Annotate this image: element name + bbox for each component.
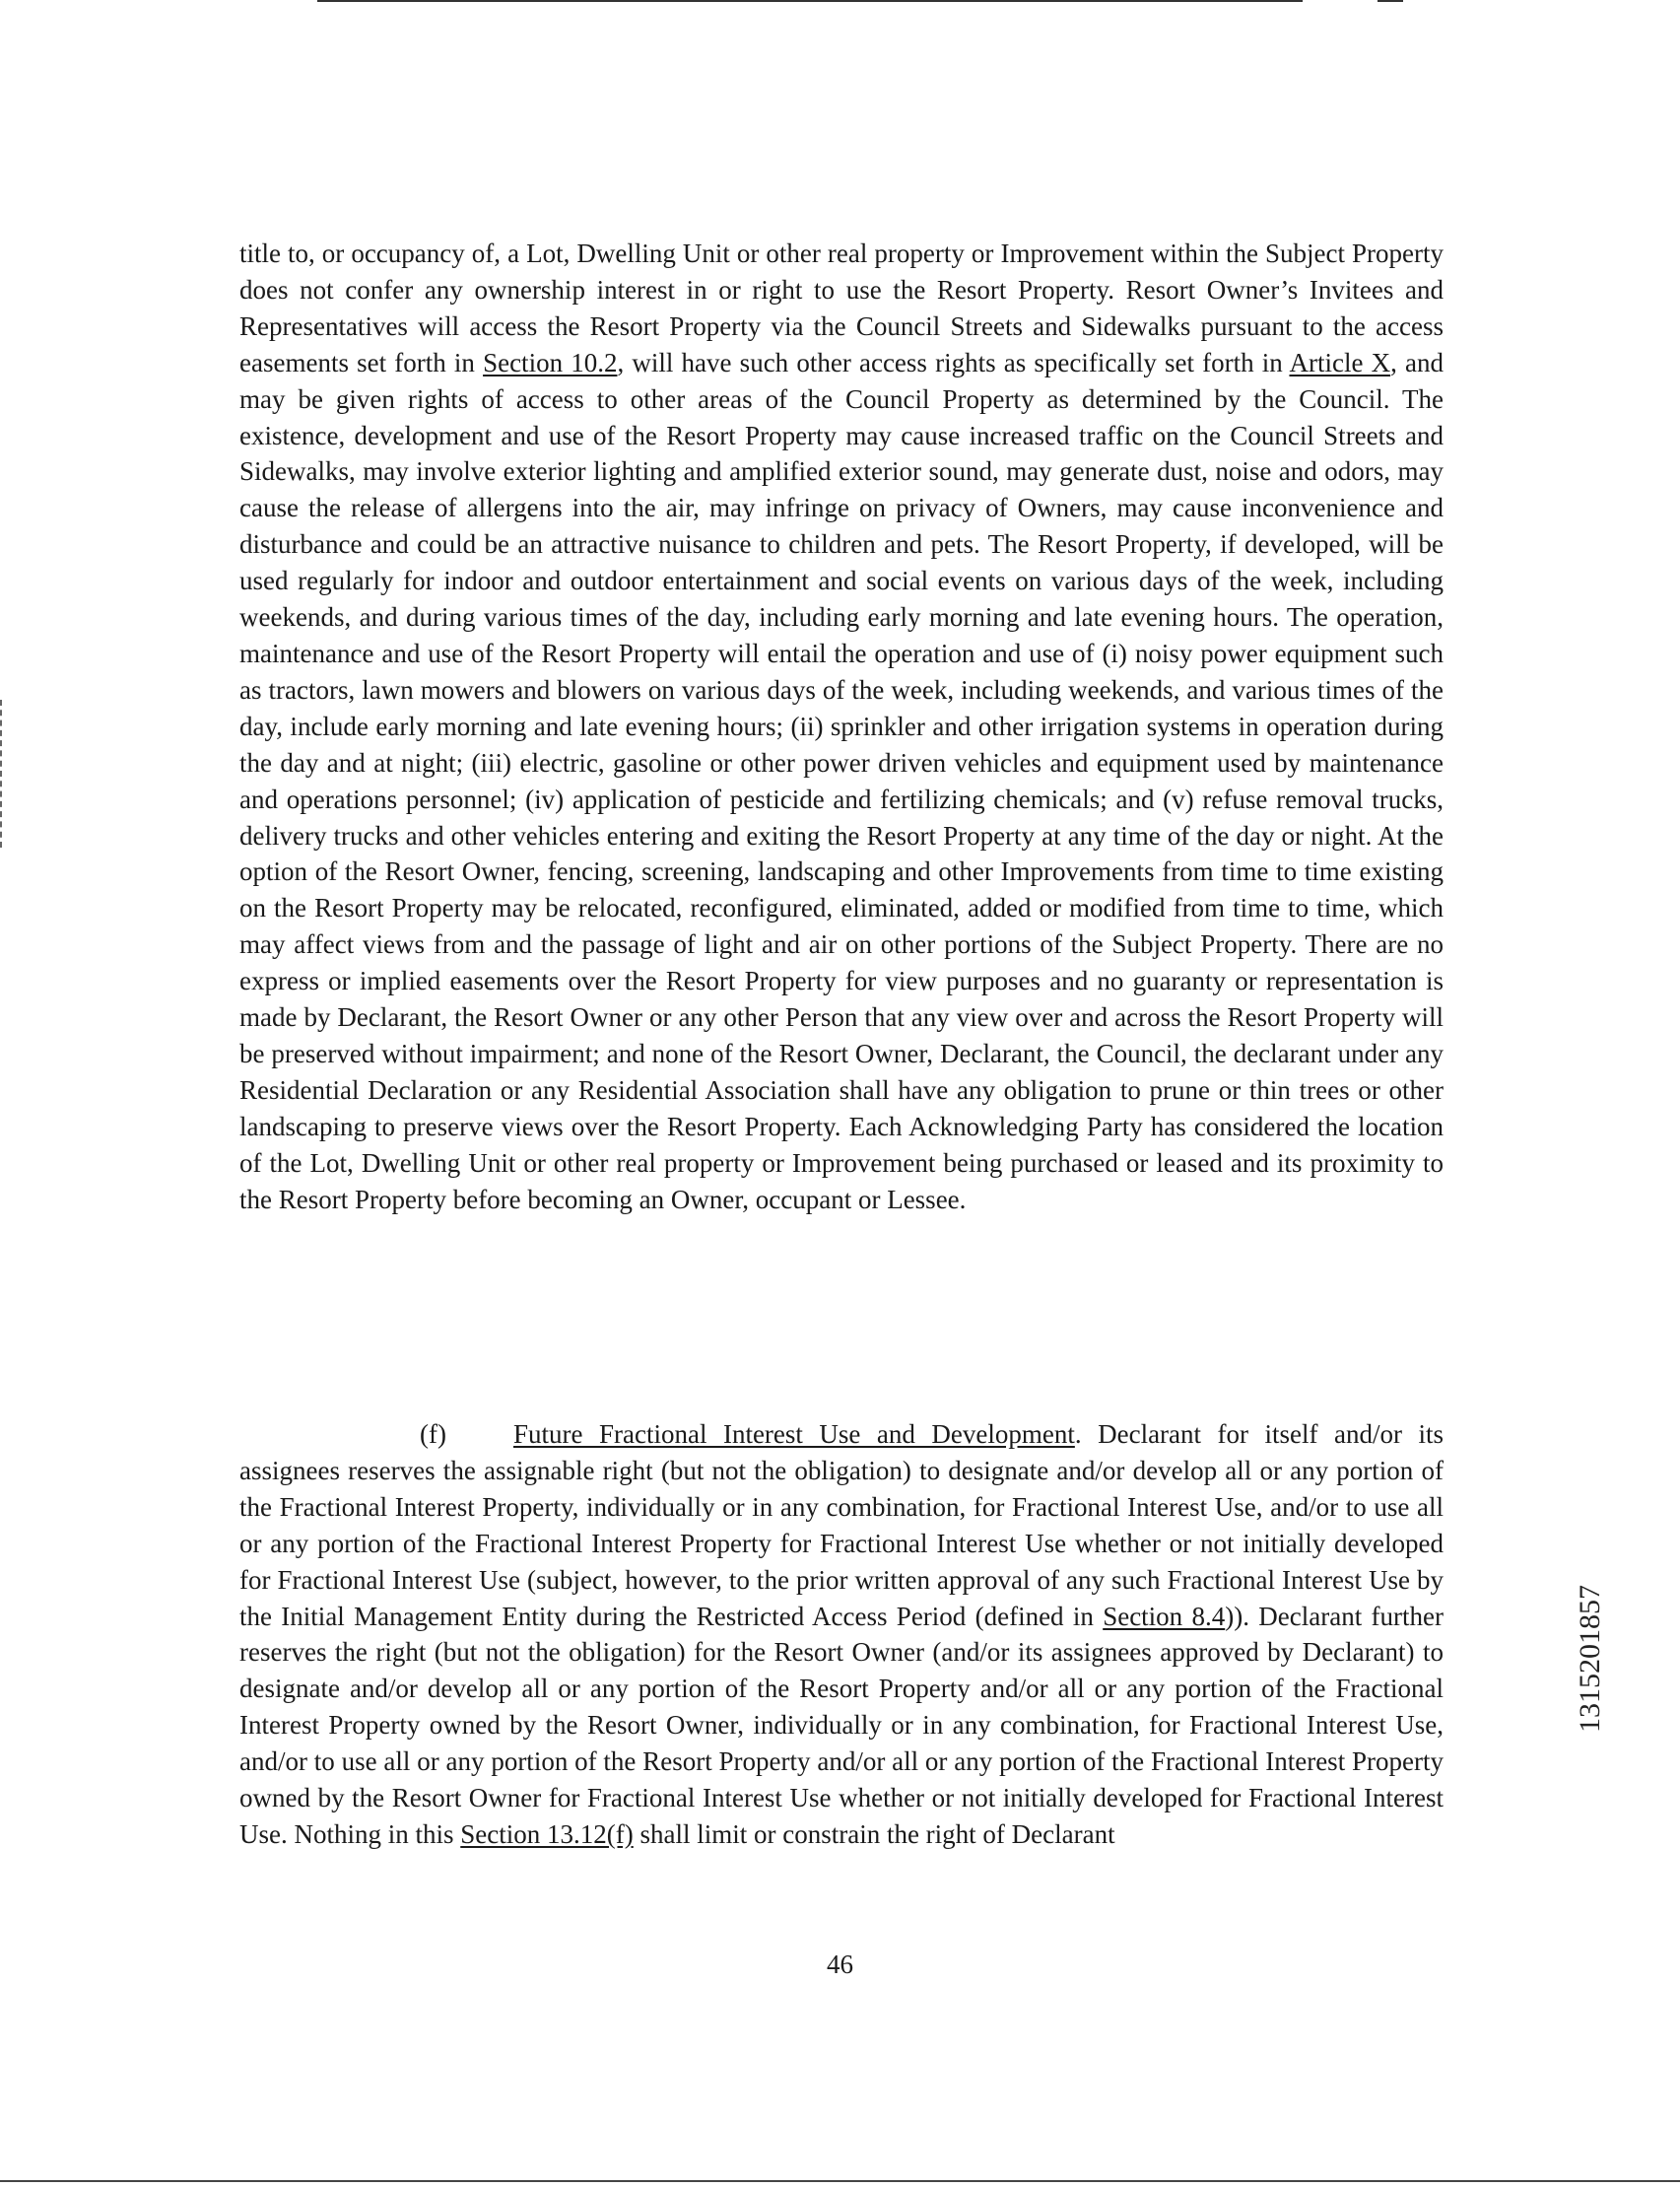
top-scan-mark	[1378, 0, 1403, 2]
section-reference: Section 8.4	[1103, 1601, 1226, 1631]
bottom-scan-rule	[0, 2180, 1680, 2182]
paragraph-text: shall limit or constrain the right of Declarant	[633, 1818, 1115, 1849]
section-reference: Section 10.2	[483, 347, 618, 377]
left-scan-edge	[0, 700, 5, 848]
subsection-heading: Future Fractional Interest Use and Development	[513, 1419, 1075, 1449]
section-reference: Section 13.12(f)	[460, 1818, 634, 1849]
paragraph-text: )). Declarant further reserves the right (but not the obligation) for the Resort Owner (and/or its assignees approved by Declarant) to designate and/or develop all or any portion of the Resort Property and/or all or any portion of the Fractional Interest Property owned by the Resort Owner, individually or in any combination, for Fractional Interest Use, and/or to use all or any portion of the Resort Property and/or all or any portion of the Fractional Interest Property owned by the Resort Owner for Fractional Interest Use whether or not initially developed for Fractional Interest Use. Nothing in this	[239, 1601, 1444, 1849]
recording-number: 1315201857	[1574, 1585, 1606, 1733]
paragraph-text: title to, or occupancy of, a Lot, Dwelling Unit or other real property or Improvement within the Subject Property does not confer any ownership interest in or right to use the Resort Property. Resort Owner’s Invitees and Representatives will access the Resort Property via the Council Streets and Sidewalks pursuant to the access easements set forth in	[239, 239, 1444, 377]
paragraph-text: , will have such other access rights as specifically set forth in	[617, 347, 1290, 377]
article-reference: Article X	[1289, 347, 1391, 377]
paragraph-continued	[239, 236, 1444, 1217]
page-number: 46	[827, 1949, 853, 1979]
paragraph-text: , and may be given rights of access to other areas of the Council Property as determined by the Council. The existence, development and use of the Resort Property may cause increased traffic on the Council Streets and Sidewalks, may involve exterior lighting and amplified exterior sound, may generate dust, noise and odors, may cause the release of allergens into the air, may infringe on privacy of Owners, may cause inconvenience and disturbance and could be an attractive nuisance to children and pets. The Resort Property, if developed, will be used regularly for indoor and outdoor entertainment and social events on various days of the week, including weekends, and during various times of the day, including early morning and late evening hours. The operation, maintenance and use of the Resort Property will entail the operation and use of (i) noisy power equipment such as tractors, lawn mowers and blowers on various days of the week, including weekends, and various times of the day, include early morning and late evening hours; (ii) sprinkler and other irrigation systems in operation during the day and at night; (iii) electric, gasoline or other power driven vehicles and equipment used by maintenance and operations personnel; (iv) application of pesticide and fertilizing chemicals; and (v) refuse removal trucks, delivery trucks and other vehicles entering and exiting the Resort Property at any time of the day or night. At the option of the Resort Owner, fencing, screening, landscaping and other Improvements from time to time existing on the Resort Property may be relocated, reconfigured, eliminated, added or modified from time to time, which may affect views from and the passage of light and air on other portions of the Subject Property. There are no express or implied easements over the Resort Property for view purposes and no guaranty or representation is made by Declarant, the Resort Owner or any other Person that any view over and across the Resort Property will be preserved without impairment; and none of the Resort Owner, Declarant, the Council, the declarant under any Residential Declaration or any Residential Association shall have any obligation to prune or thin trees or other landscaping to preserve views over the Resort Property. Each Acknowledging Party has considered the location of the Lot, Dwelling Unit or other real property or Improvement being purchased or leased and its proximity to the Resort Property before becoming an Owner, occupant or Lessee.	[239, 347, 1444, 1214]
subsection-label: (f)	[420, 1419, 446, 1449]
paragraph-f	[239, 1416, 1444, 1853]
top-scan-rule	[317, 0, 1303, 2]
paragraph-text: . Declarant for itself and/or its assignees reserves the assignable right (but not the obligation) to designate and/or develop all or any portion of the Fractional Interest Property, individually or in any combination, for Fractional Interest Use, and/or to use all or any portion of the Fractional Interest Property for Fractional Interest Use whether or not initially developed for Fractional Interest Use (subject, however, to the prior written approval of any such Fractional Interest Use by the Initial Management Entity during the Restricted Access Period (defined in	[239, 1419, 1444, 1631]
